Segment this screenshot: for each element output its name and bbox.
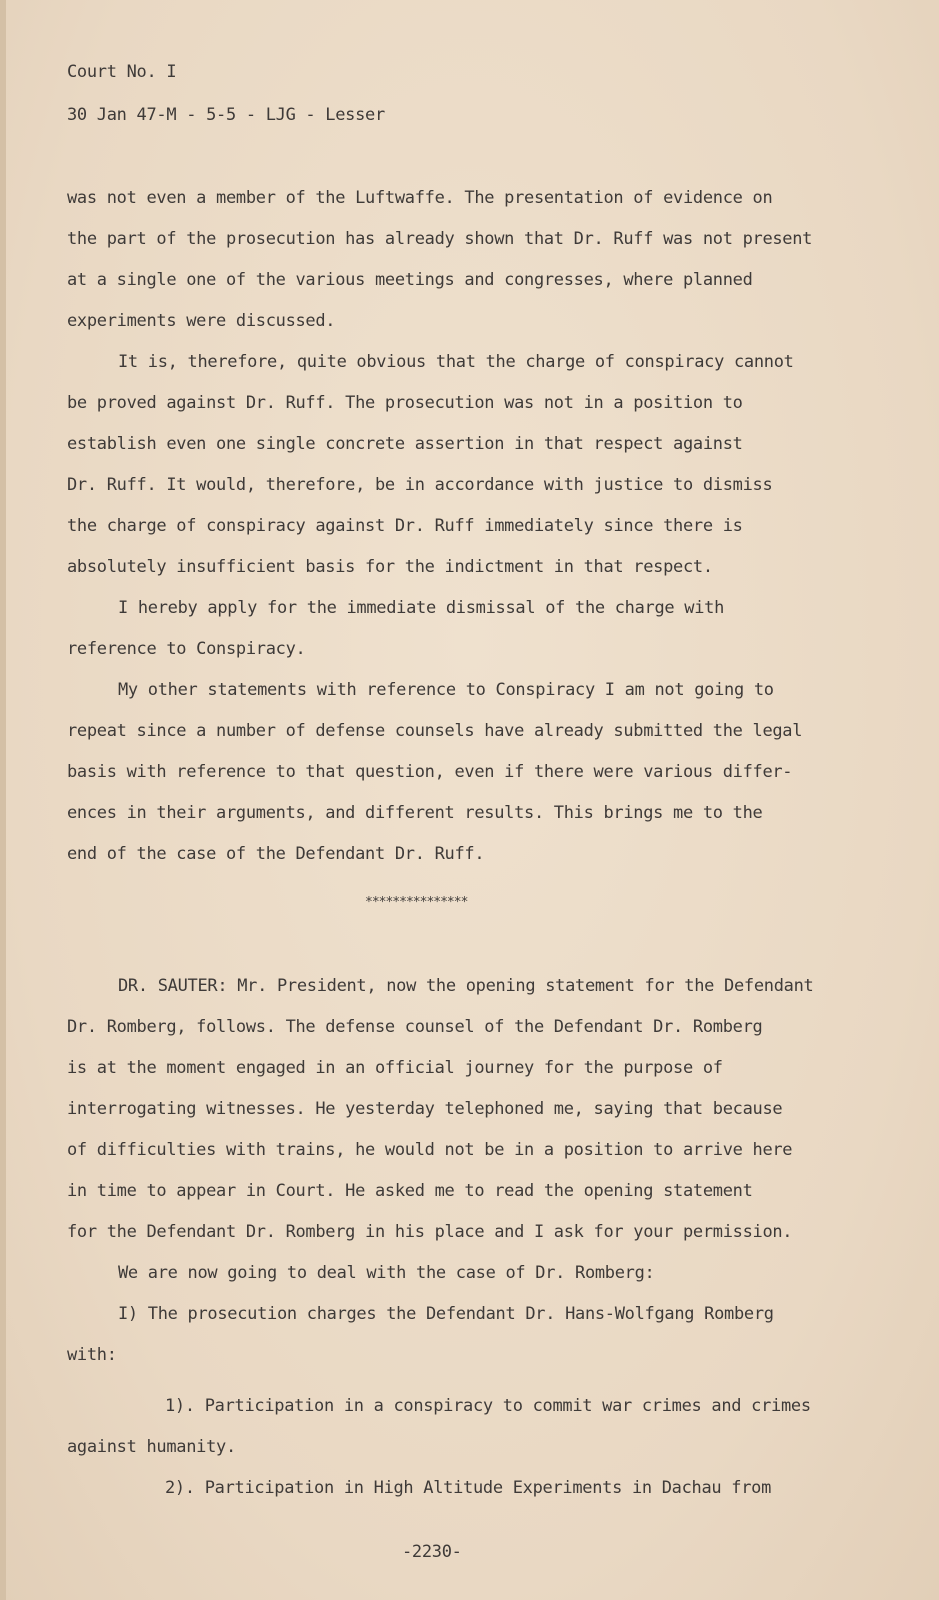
text-line: DR. SAUTER: Mr. President, now the opening statement for the Defendant xyxy=(118,976,814,996)
text-line: I) The prosecution charges the Defendant Dr. Hans-Wolfgang Romberg xyxy=(118,1304,774,1324)
text-line: in time to appear in Court. He asked me to read the opening statement xyxy=(67,1181,753,1201)
text-line: I hereby apply for the immediate dismissal of the charge with xyxy=(118,598,725,618)
text-line: establish even one single concrete assertion in that respect against xyxy=(67,434,743,454)
text-line: reference to Conspiracy. xyxy=(67,639,306,659)
page-number: -2230- xyxy=(402,1542,462,1562)
text-line: was not even a member of the Luftwaffe. The presentation of evidence on xyxy=(67,188,773,208)
session-header: 30 Jan 47-M - 5-5 - LJG - Lesser xyxy=(67,105,385,125)
text-line: 1). Participation in a conspiracy to commit war crimes and crimes xyxy=(165,1396,811,1416)
section-divider: *************** xyxy=(365,895,468,910)
text-line: repeat since a number of defense counsels have already submitted the legal xyxy=(67,721,803,741)
text-line: 2). Participation in High Altitude Experiments in Dachau from xyxy=(165,1478,772,1498)
text-line: interrogating witnesses. He yesterday telephoned me, saying that because xyxy=(67,1099,783,1119)
text-line: the charge of conspiracy against Dr. Ruff immediately since there is xyxy=(67,516,743,536)
text-line: ences in their arguments, and different results. This brings me to the xyxy=(67,803,763,823)
text-line: against humanity. xyxy=(67,1437,236,1457)
text-line: Dr. Ruff. It would, therefore, be in accordance with justice to dismiss xyxy=(67,475,773,495)
text-line: with: xyxy=(67,1345,117,1365)
text-line: for the Defendant Dr. Romberg in his place and I ask for your permission. xyxy=(67,1222,793,1242)
court-header: Court No. I xyxy=(67,62,177,82)
text-line: basis with reference to that question, even if there were various differ- xyxy=(67,762,793,782)
text-line: at a single one of the various meetings and congresses, where planned xyxy=(67,270,753,290)
text-line: is at the moment engaged in an official journey for the purpose of xyxy=(67,1058,723,1078)
text-line: be proved against Dr. Ruff. The prosecution was not in a position to xyxy=(67,393,743,413)
text-line: the part of the prosecution has already shown that Dr. Ruff was not present xyxy=(67,229,813,249)
text-line: It is, therefore, quite obvious that the charge of conspiracy cannot xyxy=(118,352,794,372)
page-edge xyxy=(0,0,6,1600)
text-line: experiments were discussed. xyxy=(67,311,336,331)
text-line: Dr. Romberg, follows. The defense counsel of the Defendant Dr. Romberg xyxy=(67,1017,763,1037)
text-line: We are now going to deal with the case of Dr. Romberg: xyxy=(118,1263,655,1283)
text-line: My other statements with reference to Conspiracy I am not going to xyxy=(118,680,774,700)
text-line: end of the case of the Defendant Dr. Ruff. xyxy=(67,844,485,864)
text-line: of difficulties with trains, he would not be in a position to arrive here xyxy=(67,1140,793,1160)
text-line: absolutely insufficient basis for the indictment in that respect. xyxy=(67,557,713,577)
